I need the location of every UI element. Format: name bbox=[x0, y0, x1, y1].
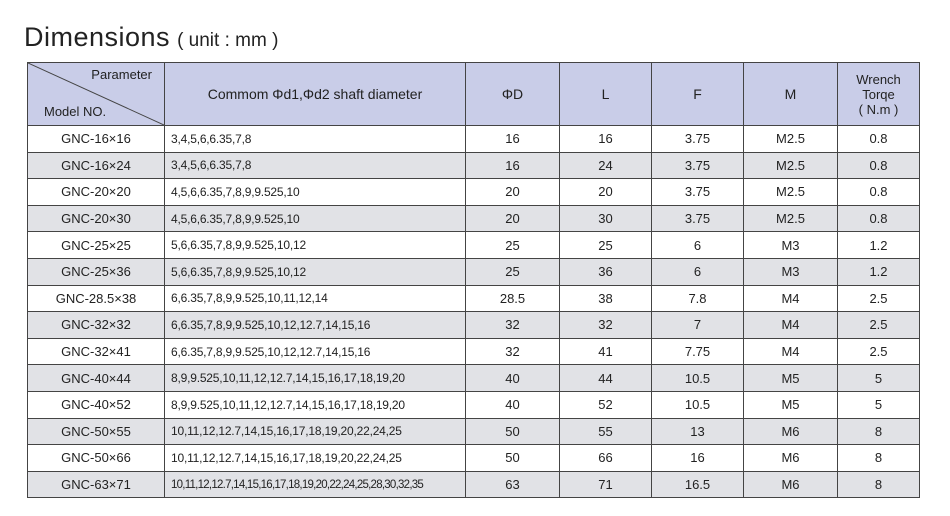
cell-torque: 5 bbox=[838, 391, 920, 418]
cell-outer-diameter: 63 bbox=[466, 471, 560, 498]
cell-outer-diameter: 25 bbox=[466, 232, 560, 259]
table-row bbox=[28, 445, 920, 472]
table-row bbox=[28, 205, 920, 232]
cell-f: 16 bbox=[652, 445, 744, 472]
cell-outer-diameter: 16 bbox=[466, 126, 560, 153]
table-row bbox=[28, 391, 920, 418]
cell-model: GNC-40×44 bbox=[28, 365, 165, 392]
cell-model: GNC-40×52 bbox=[28, 391, 165, 418]
cell-screw: M6 bbox=[744, 445, 838, 472]
cell-screw: M6 bbox=[744, 471, 838, 498]
cell-torque: 0.8 bbox=[838, 126, 920, 153]
cell-shaft-diameter: 10,11,12,12.7,14,15,16,17,18,19,20,22,24,25 bbox=[165, 418, 466, 445]
cell-torque: 0.8 bbox=[838, 152, 920, 179]
table-row bbox=[28, 285, 920, 312]
cell-screw: M4 bbox=[744, 338, 838, 365]
table-row bbox=[28, 179, 920, 206]
cell-shaft-diameter: 8,9,9.525,10,11,12,12.7,14,15,16,17,18,19,20 bbox=[165, 365, 466, 392]
cell-screw: M5 bbox=[744, 391, 838, 418]
cell-outer-diameter: 25 bbox=[466, 258, 560, 285]
cell-f: 3.75 bbox=[652, 205, 744, 232]
cell-outer-diameter: 20 bbox=[466, 179, 560, 206]
header-wrench-line2: Torqe bbox=[862, 86, 895, 102]
cell-length: 32 bbox=[560, 312, 652, 339]
cell-length: 71 bbox=[560, 471, 652, 498]
cell-outer-diameter: 32 bbox=[466, 338, 560, 365]
header-wrench-torque bbox=[838, 63, 920, 126]
header-screw: M bbox=[744, 63, 838, 126]
cell-torque: 0.8 bbox=[838, 179, 920, 206]
header-f: F bbox=[652, 63, 744, 126]
cell-screw: M2.5 bbox=[744, 126, 838, 153]
cell-f: 7.75 bbox=[652, 338, 744, 365]
table-row bbox=[28, 152, 920, 179]
cell-f: 7 bbox=[652, 312, 744, 339]
cell-length: 24 bbox=[560, 152, 652, 179]
cell-model: GNC-16×24 bbox=[28, 152, 165, 179]
table-row bbox=[28, 258, 920, 285]
cell-screw: M3 bbox=[744, 258, 838, 285]
cell-length: 38 bbox=[560, 285, 652, 312]
cell-torque: 0.8 bbox=[838, 205, 920, 232]
cell-outer-diameter: 40 bbox=[466, 365, 560, 392]
cell-f: 3.75 bbox=[652, 152, 744, 179]
cell-torque: 2.5 bbox=[838, 312, 920, 339]
cell-screw: M4 bbox=[744, 312, 838, 339]
cell-model: GNC-20×20 bbox=[28, 179, 165, 206]
cell-model: GNC-50×55 bbox=[28, 418, 165, 445]
table-row bbox=[28, 126, 920, 153]
cell-model: GNC-63×71 bbox=[28, 471, 165, 498]
corner-parameter-label: Parameter bbox=[91, 67, 152, 82]
cell-shaft-diameter: 6,6.35,7,8,9,9.525,10,12,12.7,14,15,16 bbox=[165, 338, 466, 365]
cell-shaft-diameter: 10,11,12,12.7,14,15,16,17,18,19,20,22,24,25,28,30,32,35 bbox=[165, 471, 466, 498]
cell-outer-diameter: 50 bbox=[466, 445, 560, 472]
cell-f: 7.8 bbox=[652, 285, 744, 312]
table-row bbox=[28, 312, 920, 339]
header-outer-diameter: ΦD bbox=[466, 63, 560, 126]
corner-header bbox=[28, 63, 165, 126]
cell-shaft-diameter: 10,11,12,12.7,14,15,16,17,18,19,20,22,24,25 bbox=[165, 445, 466, 472]
cell-shaft-diameter: 6,6.35,7,8,9,9.525,10,11,12,14 bbox=[165, 285, 466, 312]
cell-torque: 5 bbox=[838, 365, 920, 392]
table-row bbox=[28, 232, 920, 259]
cell-torque: 8 bbox=[838, 445, 920, 472]
cell-length: 36 bbox=[560, 258, 652, 285]
cell-torque: 2.5 bbox=[838, 285, 920, 312]
cell-length: 44 bbox=[560, 365, 652, 392]
cell-shaft-diameter: 4,5,6,6.35,7,8,9,9.525,10 bbox=[165, 205, 466, 232]
table-row bbox=[28, 471, 920, 498]
cell-screw: M4 bbox=[744, 285, 838, 312]
cell-length: 16 bbox=[560, 126, 652, 153]
cell-screw: M5 bbox=[744, 365, 838, 392]
cell-outer-diameter: 20 bbox=[466, 205, 560, 232]
table-row bbox=[28, 418, 920, 445]
cell-torque: 1.2 bbox=[838, 232, 920, 259]
header-wrench-line3: ( N.m ) bbox=[858, 101, 899, 117]
cell-f: 16.5 bbox=[652, 471, 744, 498]
cell-model: GNC-32×41 bbox=[28, 338, 165, 365]
cell-f: 10.5 bbox=[652, 365, 744, 392]
cell-f: 10.5 bbox=[652, 391, 744, 418]
cell-length: 55 bbox=[560, 418, 652, 445]
header-shaft-diameter: Commom Φd1,Φd2 shaft diameter bbox=[165, 63, 466, 126]
table-body bbox=[28, 126, 920, 498]
cell-shaft-diameter: 3,4,5,6,6.35,7,8 bbox=[165, 126, 466, 153]
cell-length: 20 bbox=[560, 179, 652, 206]
dimensions-table bbox=[27, 62, 920, 498]
cell-f: 6 bbox=[652, 258, 744, 285]
cell-torque: 8 bbox=[838, 418, 920, 445]
cell-outer-diameter: 50 bbox=[466, 418, 560, 445]
cell-outer-diameter: 16 bbox=[466, 152, 560, 179]
cell-length: 25 bbox=[560, 232, 652, 259]
cell-shaft-diameter: 6,6.35,7,8,9,9.525,10,12,12.7,14,15,16 bbox=[165, 312, 466, 339]
cell-length: 41 bbox=[560, 338, 652, 365]
title-main: Dimensions bbox=[24, 22, 171, 52]
cell-model: GNC-20×30 bbox=[28, 205, 165, 232]
table-row bbox=[28, 365, 920, 392]
cell-shaft-diameter: 8,9,9.525,10,11,12,12.7,14,15,16,17,18,19,20 bbox=[165, 391, 466, 418]
cell-model: GNC-28.5×38 bbox=[28, 285, 165, 312]
cell-model: GNC-32×32 bbox=[28, 312, 165, 339]
title-unit: ( unit : mm ) bbox=[177, 30, 279, 51]
header-row bbox=[28, 63, 920, 126]
cell-model: GNC-50×66 bbox=[28, 445, 165, 472]
corner-model-label: Model NO. bbox=[44, 104, 107, 119]
page-title bbox=[24, 18, 278, 58]
header-wrench-line1: Wrench bbox=[856, 71, 901, 87]
cell-shaft-diameter: 3,4,5,6,6.35,7,8 bbox=[165, 152, 466, 179]
cell-torque: 8 bbox=[838, 471, 920, 498]
cell-model: GNC-25×36 bbox=[28, 258, 165, 285]
cell-outer-diameter: 32 bbox=[466, 312, 560, 339]
cell-length: 52 bbox=[560, 391, 652, 418]
cell-f: 3.75 bbox=[652, 126, 744, 153]
header-length: L bbox=[560, 63, 652, 126]
table-row bbox=[28, 338, 920, 365]
cell-length: 30 bbox=[560, 205, 652, 232]
cell-shaft-diameter: 5,6,6.35,7,8,9,9.525,10,12 bbox=[165, 258, 466, 285]
cell-torque: 1.2 bbox=[838, 258, 920, 285]
cell-torque: 2.5 bbox=[838, 338, 920, 365]
cell-f: 13 bbox=[652, 418, 744, 445]
cell-model: GNC-16×16 bbox=[28, 126, 165, 153]
cell-screw: M2.5 bbox=[744, 152, 838, 179]
cell-outer-diameter: 28.5 bbox=[466, 285, 560, 312]
cell-screw: M2.5 bbox=[744, 179, 838, 206]
cell-screw: M3 bbox=[744, 232, 838, 259]
cell-f: 3.75 bbox=[652, 179, 744, 206]
cell-shaft-diameter: 5,6,6.35,7,8,9,9.525,10,12 bbox=[165, 232, 466, 259]
cell-shaft-diameter: 4,5,6,6.35,7,8,9,9.525,10 bbox=[165, 179, 466, 206]
cell-screw: M2.5 bbox=[744, 205, 838, 232]
cell-outer-diameter: 40 bbox=[466, 391, 560, 418]
cell-f: 6 bbox=[652, 232, 744, 259]
cell-screw: M6 bbox=[744, 418, 838, 445]
cell-length: 66 bbox=[560, 445, 652, 472]
cell-model: GNC-25×25 bbox=[28, 232, 165, 259]
